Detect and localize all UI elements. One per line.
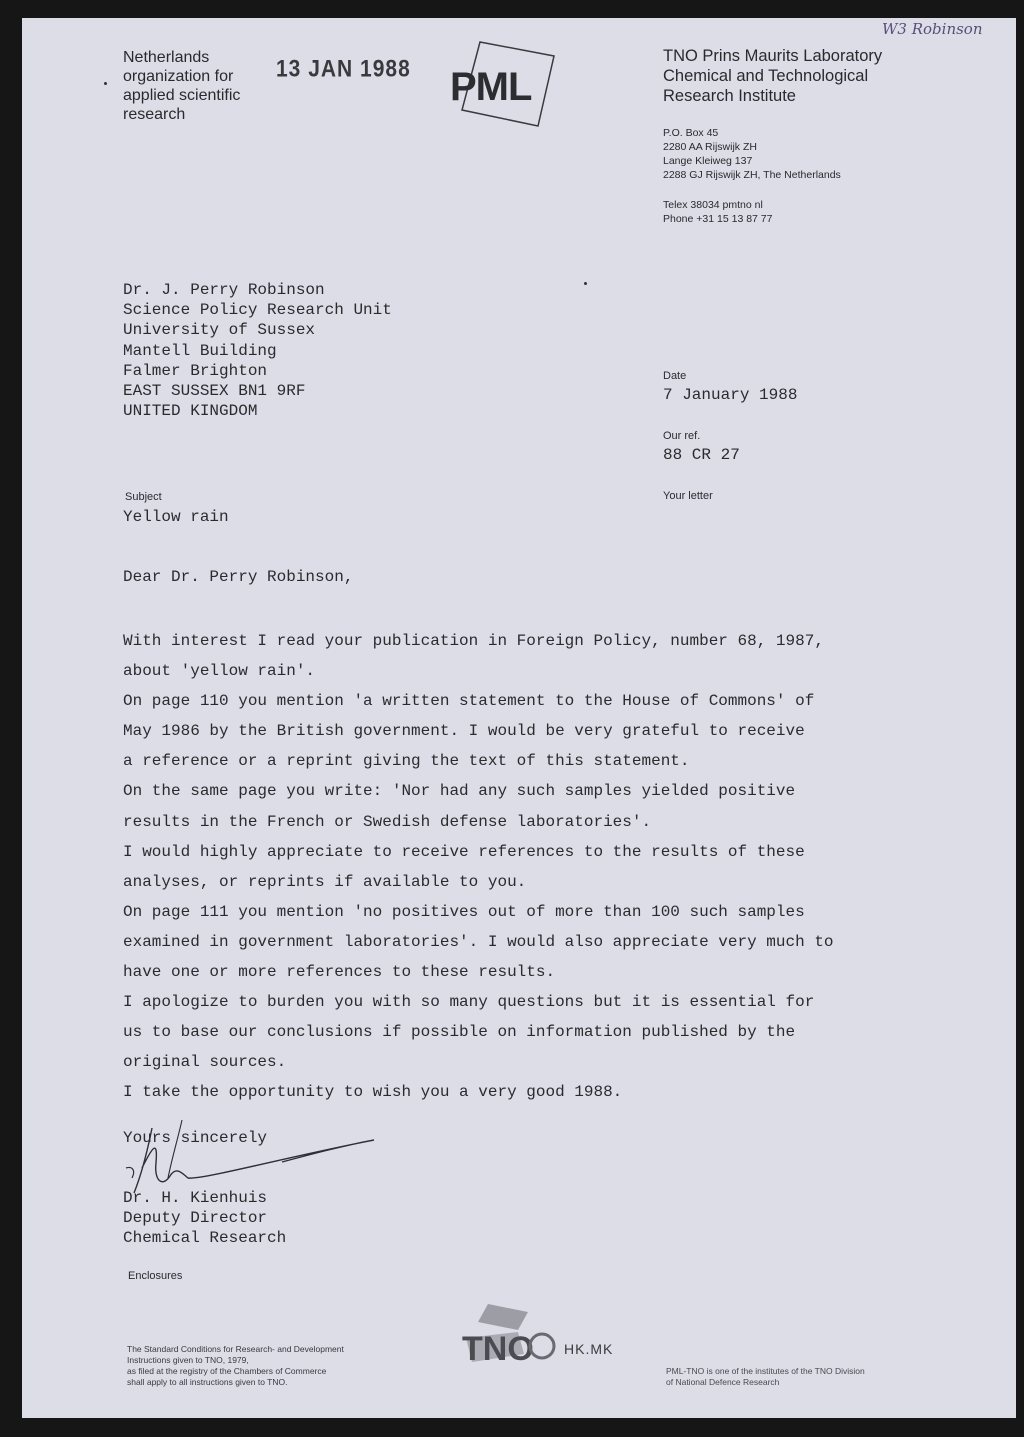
tno-logo-text: TNO: [462, 1330, 534, 1368]
ink-dot: [104, 82, 107, 85]
tno-logo-graphic: [458, 1302, 562, 1378]
valediction: Yours sincerely: [123, 1129, 268, 1147]
body-line: On page 110 you mention 'a written statement to the House of Commons' of: [123, 692, 815, 711]
signature: [112, 1118, 392, 1218]
telex: Telex 38034 pmtno nl: [663, 199, 763, 211]
body-line: On the same page you write: 'Nor had any such samples yielded positive: [123, 782, 796, 801]
ink-dot: [584, 282, 587, 285]
lab-contact: [663, 198, 772, 226]
date-label: Date: [663, 370, 687, 382]
body-line: a reference or a reprint giving the text of this statement.: [123, 752, 690, 771]
ref-value: 88 CR 27: [663, 446, 740, 464]
signer-dept: Chemical Research: [123, 1229, 287, 1247]
body-line: results in the French or Swedish defense laboratories'.: [123, 812, 652, 831]
subject-label: Subject: [125, 491, 162, 503]
letter-body: [123, 626, 883, 1108]
lab-name: TNO Prins Maurits Laboratory Chemical and Technological Research Institute: [663, 47, 883, 105]
body-line: With interest I read your publication in Foreign Policy, number 68, 1987,: [123, 632, 824, 650]
footer-conditions: The Standard Conditions for Research- and Development Instructions given to TNO, 1979, as filed at the registry of the Chambers of Commerce shall apply to all instructions given to TNO.: [127, 1344, 344, 1387]
body-line: On page 111 you mention 'no positives out of more than 100 such samples: [123, 902, 805, 921]
body-line: I take the opportunity to wish you a very good 1988.: [123, 1083, 623, 1102]
body-line: analyses, or reprints if available to you.: [123, 872, 527, 891]
signer-name: Dr. H. Kienhuis: [123, 1189, 268, 1207]
pml-logo-graphic: [442, 38, 562, 128]
lab-address: P.O. Box 45 2280 AA Rijswijk ZH Lange Kleiweg 137 2288 GJ Rijswijk ZH, The Netherlands: [663, 127, 841, 181]
enclosures-label: Enclosures: [128, 1270, 183, 1282]
footer-division: PML-TNO is one of the institutes of the TNO Division of National Defence Research: [666, 1366, 865, 1387]
body-line: have one or more references to these results.: [123, 963, 556, 982]
body-line: examined in government laboratories'. I would also appreciate very much to: [123, 932, 834, 951]
body-line: May 1986 by the British government. I would be very grateful to receive: [123, 722, 805, 741]
body-line: us to base our conclusions if possible on information published by the: [123, 1023, 796, 1042]
body-line: I would highly appreciate to receive references to the results of these: [123, 842, 805, 861]
pml-logo: [442, 38, 562, 128]
date-value: 7 January 1988: [663, 386, 798, 404]
body-line: original sources.: [123, 1053, 287, 1072]
body-line: I apologize to burden you with so many questions but it is essential for: [123, 993, 815, 1012]
tno-logo: [458, 1302, 562, 1378]
received-stamp: 13 JAN 1988: [276, 56, 411, 83]
ref-label: Our ref.: [663, 430, 701, 442]
typist-initials: HK.MK: [564, 1341, 614, 1357]
salutation: Dear Dr. Perry Robinson,: [123, 568, 354, 586]
phone: Phone +31 15 13 87 77: [663, 213, 773, 225]
org-name: Netherlands organization for applied scientific research: [123, 49, 241, 123]
body-line: about 'yellow rain'.: [123, 662, 316, 681]
letter-page: [22, 18, 1016, 1418]
recipient-address: Dr. J. Perry Robinson Science Policy Research Unit University of Sussex Mantell Building Falmer Brighton EAST SUSSEX BN1 9RF UNITED KINGDOM: [123, 281, 392, 421]
your-letter-label: Your letter: [663, 490, 713, 502]
pml-logo-text: PML: [450, 65, 532, 109]
signer-title: Deputy Director: [123, 1209, 268, 1227]
handwritten-note: W3 Robinson: [882, 20, 983, 38]
subject-value: Yellow rain: [123, 508, 229, 526]
